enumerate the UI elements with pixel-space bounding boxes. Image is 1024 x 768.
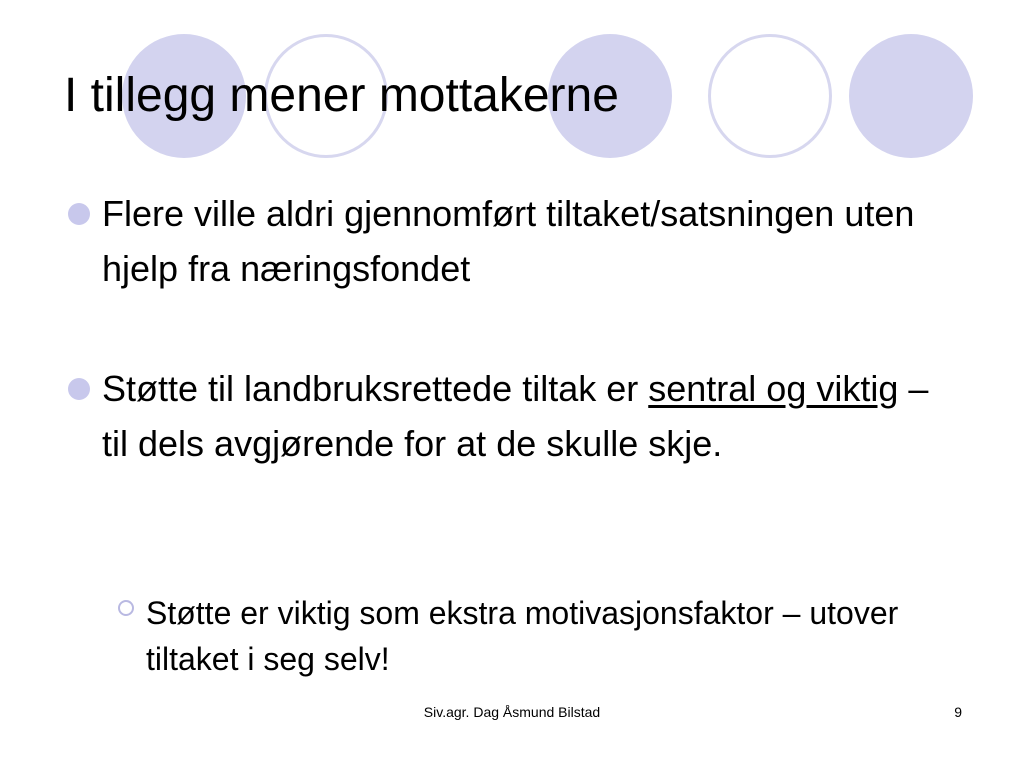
- bullet-text-2-start: Støtte til landbruksrettede tiltak er: [102, 368, 649, 409]
- bullet-text-2: [102, 361, 944, 471]
- sub-bullet-ring-icon: [118, 600, 134, 616]
- bullet-item-1: [64, 186, 944, 296]
- emphasis-underlined: sentral og viktig: [648, 368, 899, 409]
- bullet-dot-icon: [68, 203, 90, 225]
- bullet-text-2-end: – til dels avgjørende for at de skulle skje.: [102, 368, 929, 464]
- sub-bullet-text: Støtte er viktig som ekstra motivasjonsfaktor – utover tiltaket i seg selv!: [146, 595, 899, 677]
- footer-author: Siv.agr. Dag Åsmund Bilstad: [423, 704, 601, 720]
- bullet-text-1: Flere ville aldri gjennomført tiltaket/satsningen uten hjelp fra næringsfondet: [102, 193, 915, 289]
- bullet-dot-icon: [68, 378, 90, 400]
- decor-circle-4: [708, 34, 832, 158]
- page-number: 9: [954, 704, 962, 720]
- sub-bullet-item: [118, 590, 958, 682]
- bullet-item-2: [64, 361, 944, 471]
- decor-circle-5: [849, 34, 973, 158]
- slide-title: I tillegg mener mottakerne: [64, 69, 619, 122]
